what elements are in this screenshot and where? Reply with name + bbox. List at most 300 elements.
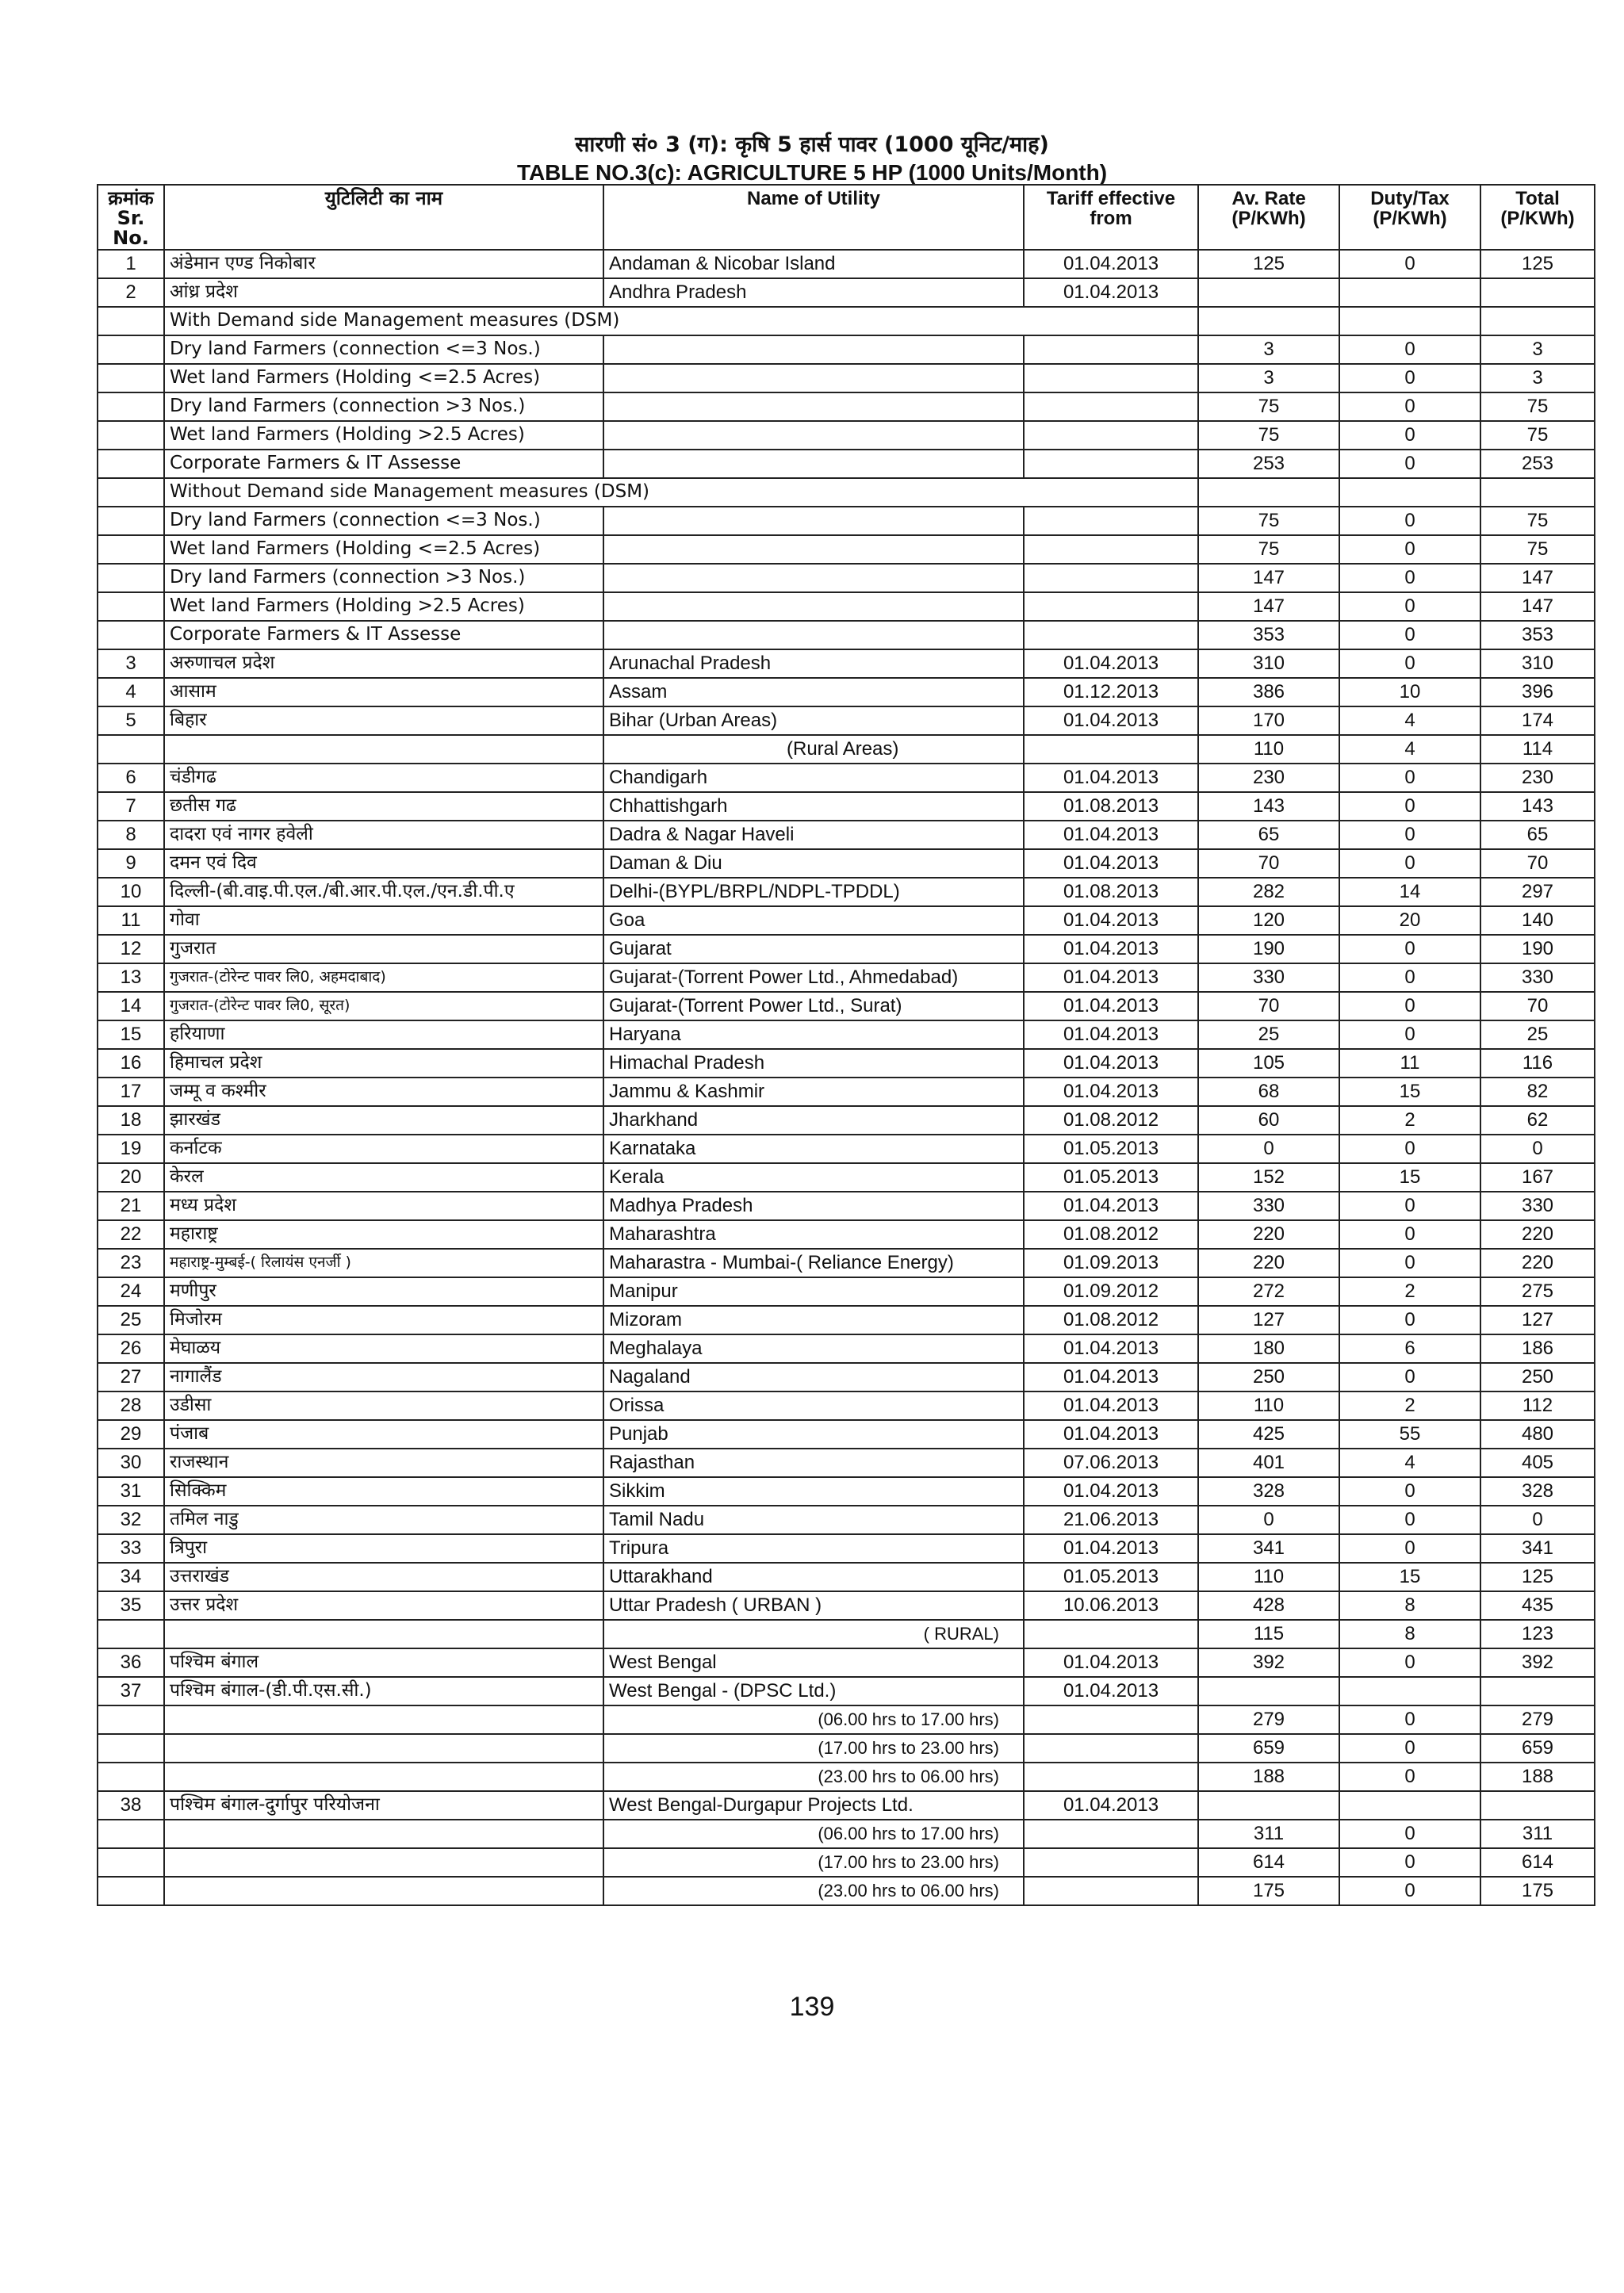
utility-name-hindi-cell: गुजरात-(टोरेन्ट पावर लि0, सूरत) [164, 992, 603, 1020]
table-row [98, 478, 1595, 507]
duty-tax-cell: 0 [1339, 1192, 1480, 1220]
sr-no-cell [98, 335, 164, 364]
table-row [98, 678, 1595, 706]
utility-name-hindi-cell [164, 735, 603, 764]
sr-no-cell: 23 [98, 1249, 164, 1277]
total-cell: 0 [1480, 1506, 1595, 1534]
av-rate-cell: 282 [1198, 878, 1339, 906]
utility-name-english-cell [603, 421, 1024, 450]
header-utility-hindi: युटिलिटी का नाम [164, 185, 603, 250]
total-cell: 341 [1480, 1534, 1595, 1563]
tariff-date-cell: 01.08.2012 [1024, 1220, 1198, 1249]
utility-name-hindi-cell: जम्मू व कश्मीर [164, 1078, 603, 1106]
av-rate-cell: 0 [1198, 1135, 1339, 1163]
utility-name-hindi-cell: दमन एवं दिव [164, 849, 603, 878]
utility-name-hindi-cell: नागालैंड [164, 1363, 603, 1391]
av-rate-cell: 330 [1198, 1192, 1339, 1220]
av-rate-cell: 0 [1198, 1506, 1339, 1534]
utility-name-hindi-cell: गोवा [164, 906, 603, 935]
sr-no-cell: 12 [98, 935, 164, 963]
av-rate-cell: 75 [1198, 535, 1339, 564]
sr-no-cell: 25 [98, 1306, 164, 1334]
av-rate-cell [1198, 478, 1339, 507]
utility-name-english-cell: Orissa [603, 1391, 1024, 1420]
duty-tax-cell: 11 [1339, 1049, 1480, 1078]
utility-name-hindi-cell [164, 1820, 603, 1848]
utility-name-english-cell [603, 507, 1024, 535]
duty-tax-cell: 0 [1339, 1648, 1480, 1677]
total-cell: 116 [1480, 1049, 1595, 1078]
total-cell: 396 [1480, 678, 1595, 706]
utility-name-hindi-cell: कर्नाटक [164, 1135, 603, 1163]
av-rate-cell: 310 [1198, 649, 1339, 678]
utility-name-hindi-cell: Dry land Farmers (connection >3 Nos.) [164, 564, 603, 592]
av-rate-cell: 115 [1198, 1620, 1339, 1648]
tariff-date-cell: 01.08.2012 [1024, 1306, 1198, 1334]
tariff-date-cell [1024, 1848, 1198, 1877]
total-cell [1480, 307, 1595, 335]
header-sr-hindi: क्रमांक [108, 187, 154, 209]
total-cell: 70 [1480, 849, 1595, 878]
total-cell: 392 [1480, 1648, 1595, 1677]
total-cell: 353 [1480, 621, 1595, 649]
table-row [98, 307, 1595, 335]
duty-tax-cell: 0 [1339, 1020, 1480, 1049]
table-row [98, 706, 1595, 735]
tariff-date-cell: 01.04.2013 [1024, 1020, 1198, 1049]
total-cell: 127 [1480, 1306, 1595, 1334]
duty-tax-cell: 0 [1339, 592, 1480, 621]
utility-name-hindi-cell: उत्तर प्रदेश [164, 1591, 603, 1620]
table-row [98, 507, 1595, 535]
sr-no-cell: 15 [98, 1020, 164, 1049]
sr-no-cell [98, 592, 164, 621]
av-rate-cell: 614 [1198, 1848, 1339, 1877]
tariff-date-cell [1024, 1877, 1198, 1905]
utility-name-hindi-cell: पश्चिम बंगाल-(डी.पी.एस.सी.) [164, 1677, 603, 1705]
total-cell: 75 [1480, 421, 1595, 450]
utility-name-english-cell: Gujarat-(Torrent Power Ltd., Ahmedabad) [603, 963, 1024, 992]
duty-tax-cell: 0 [1339, 1477, 1480, 1506]
duty-tax-cell: 0 [1339, 1877, 1480, 1905]
total-cell [1480, 1791, 1595, 1820]
total-cell: 123 [1480, 1620, 1595, 1648]
table-row [98, 1591, 1595, 1620]
header-sr-no [98, 185, 164, 250]
tariff-date-cell [1024, 364, 1198, 392]
tariff-date-cell: 01.08.2012 [1024, 1106, 1198, 1135]
av-rate-cell: 75 [1198, 392, 1339, 421]
table-row [98, 906, 1595, 935]
sr-no-cell: 18 [98, 1106, 164, 1135]
utility-name-english-cell: Andhra Pradesh [603, 278, 1024, 307]
duty-tax-cell: 0 [1339, 1135, 1480, 1163]
sr-no-cell: 6 [98, 764, 164, 792]
utility-name-english-cell: Chhattishgarh [603, 792, 1024, 821]
utility-name-english-cell: Assam [603, 678, 1024, 706]
header-av-rate: Av. Rate (P/KWh) [1198, 185, 1339, 250]
duty-tax-cell: 4 [1339, 1449, 1480, 1477]
table-row [98, 1106, 1595, 1135]
total-cell: 250 [1480, 1363, 1595, 1391]
utility-name-english-cell [603, 621, 1024, 649]
table-row [98, 1648, 1595, 1677]
table-row [98, 963, 1595, 992]
sr-no-cell: 28 [98, 1391, 164, 1420]
duty-tax-cell: 0 [1339, 364, 1480, 392]
av-rate-cell: 341 [1198, 1534, 1339, 1563]
av-rate-cell: 110 [1198, 735, 1339, 764]
total-cell: 125 [1480, 250, 1595, 278]
tariff-date-cell [1024, 1705, 1198, 1734]
tariff-date-cell: 01.04.2013 [1024, 1334, 1198, 1363]
sr-no-cell [98, 450, 164, 478]
utility-name-english-cell: Arunachal Pradesh [603, 649, 1024, 678]
sr-no-cell [98, 421, 164, 450]
table-row [98, 1563, 1595, 1591]
tariff-date-cell: 01.05.2013 [1024, 1135, 1198, 1163]
table-row [98, 1734, 1595, 1763]
utility-name-hindi-cell: पश्चिम बंगाल-दुर्गापुर परियोजना [164, 1791, 603, 1820]
duty-tax-cell: 15 [1339, 1563, 1480, 1591]
total-cell: 65 [1480, 821, 1595, 849]
sr-no-cell [98, 1848, 164, 1877]
section-label-cell: Without Demand side Management measures (DSM) [164, 478, 1198, 507]
utility-name-english-cell: (17.00 hrs to 23.00 hrs) [603, 1848, 1024, 1877]
sr-no-cell [98, 735, 164, 764]
av-rate-cell: 3 [1198, 335, 1339, 364]
sr-no-cell [98, 535, 164, 564]
total-cell: 0 [1480, 1135, 1595, 1163]
utility-name-english-cell: (06.00 hrs to 17.00 hrs) [603, 1705, 1024, 1734]
tariff-date-cell: 01.04.2013 [1024, 706, 1198, 735]
sr-no-cell: 32 [98, 1506, 164, 1534]
tariff-date-cell [1024, 535, 1198, 564]
duty-tax-cell: 0 [1339, 792, 1480, 821]
sr-no-cell: 31 [98, 1477, 164, 1506]
tariff-date-cell: 01.04.2013 [1024, 1391, 1198, 1420]
table-row [98, 1192, 1595, 1220]
utility-name-hindi-cell: उडीसा [164, 1391, 603, 1420]
utility-name-english-cell: Bihar (Urban Areas) [603, 706, 1024, 735]
page-number: 139 [789, 1992, 835, 2022]
utility-name-english-cell: Punjab [603, 1420, 1024, 1449]
duty-tax-cell: 2 [1339, 1391, 1480, 1420]
tariff-date-cell: 01.04.2013 [1024, 821, 1198, 849]
av-rate-cell: 220 [1198, 1220, 1339, 1249]
sr-no-cell: 9 [98, 849, 164, 878]
table-row [98, 1506, 1595, 1534]
duty-tax-cell: 15 [1339, 1078, 1480, 1106]
table-body [98, 250, 1595, 1905]
sr-no-cell [98, 621, 164, 649]
av-rate-cell: 220 [1198, 1249, 1339, 1277]
total-cell: 188 [1480, 1763, 1595, 1791]
table-title-english: TABLE NO.3(c): AGRICULTURE 5 HP (1000 Units/Month) [516, 160, 1108, 185]
av-rate-cell: 75 [1198, 421, 1339, 450]
sr-no-cell [98, 1734, 164, 1763]
utility-name-english-cell [603, 450, 1024, 478]
av-rate-cell: 75 [1198, 507, 1339, 535]
table-row [98, 878, 1595, 906]
section-label-cell: With Demand side Management measures (DSM) [164, 307, 1198, 335]
total-cell: 279 [1480, 1705, 1595, 1734]
av-rate-cell: 386 [1198, 678, 1339, 706]
av-rate-cell: 143 [1198, 792, 1339, 821]
av-rate-cell: 60 [1198, 1106, 1339, 1135]
utility-name-english-cell: West Bengal-Durgapur Projects Ltd. [603, 1791, 1024, 1820]
table-row [98, 1391, 1595, 1420]
av-rate-cell: 152 [1198, 1163, 1339, 1192]
table-row [98, 1049, 1595, 1078]
tariff-date-cell: 01.08.2013 [1024, 792, 1198, 821]
sr-no-cell: 27 [98, 1363, 164, 1391]
utility-name-hindi-cell [164, 1705, 603, 1734]
sr-no-cell [98, 392, 164, 421]
duty-tax-cell: 2 [1339, 1106, 1480, 1135]
utility-name-english-cell: Andaman & Nicobar Island [603, 250, 1024, 278]
table-row [98, 592, 1595, 621]
table-row [98, 1705, 1595, 1734]
av-rate-cell: 190 [1198, 935, 1339, 963]
av-rate-cell: 425 [1198, 1420, 1339, 1449]
total-cell: 405 [1480, 1449, 1595, 1477]
tariff-date-cell [1024, 450, 1198, 478]
utility-name-english-cell: Sikkim [603, 1477, 1024, 1506]
sr-no-cell [98, 1820, 164, 1848]
utility-name-english-cell: Daman & Diu [603, 849, 1024, 878]
utility-name-hindi-cell: अंडेमान एण्ड निकोबार [164, 250, 603, 278]
sr-no-cell: 19 [98, 1135, 164, 1163]
av-rate-cell: 279 [1198, 1705, 1339, 1734]
duty-tax-cell: 0 [1339, 1249, 1480, 1277]
av-rate-cell: 147 [1198, 564, 1339, 592]
utility-name-english-cell: Goa [603, 906, 1024, 935]
sr-no-cell: 34 [98, 1563, 164, 1591]
tariff-date-cell: 01.04.2013 [1024, 1791, 1198, 1820]
av-rate-cell: 110 [1198, 1391, 1339, 1420]
total-cell: 140 [1480, 906, 1595, 935]
utility-name-hindi-cell: तमिल नाडु [164, 1506, 603, 1534]
utility-name-hindi-cell: मध्य प्रदेश [164, 1192, 603, 1220]
table-row [98, 1820, 1595, 1848]
sr-no-cell: 20 [98, 1163, 164, 1192]
av-rate-cell [1198, 1791, 1339, 1820]
tariff-date-cell: 01.04.2013 [1024, 1363, 1198, 1391]
utility-name-hindi-cell: सिक्किम [164, 1477, 603, 1506]
table-row [98, 335, 1595, 364]
tariff-date-cell [1024, 421, 1198, 450]
utility-name-hindi-cell: Dry land Farmers (connection <=3 Nos.) [164, 507, 603, 535]
utility-name-english-cell: (17.00 hrs to 23.00 hrs) [603, 1734, 1024, 1763]
utility-name-hindi-cell: दिल्ली-(बी.वाइ.पी.एल./बी.आर.पी.एल./एन.डी.पी.ए [164, 878, 603, 906]
utility-name-hindi-cell: आसाम [164, 678, 603, 706]
duty-tax-cell: 0 [1339, 1534, 1480, 1563]
table-row [98, 821, 1595, 849]
utility-name-hindi-cell: Wet land Farmers (Holding >2.5 Acres) [164, 592, 603, 621]
sr-no-cell: 24 [98, 1277, 164, 1306]
utility-name-english-cell: Delhi-(BYPL/BRPL/NDPL-TPDDL) [603, 878, 1024, 906]
tariff-date-cell: 01.04.2013 [1024, 935, 1198, 963]
sr-no-cell: 4 [98, 678, 164, 706]
utility-name-english-cell: Rajasthan [603, 1449, 1024, 1477]
total-cell: 25 [1480, 1020, 1595, 1049]
utility-name-hindi-cell: मिजोरम [164, 1306, 603, 1334]
av-rate-cell: 250 [1198, 1363, 1339, 1391]
total-cell: 230 [1480, 764, 1595, 792]
table-row [98, 1848, 1595, 1877]
total-cell: 75 [1480, 535, 1595, 564]
duty-tax-cell: 0 [1339, 1848, 1480, 1877]
tariff-date-cell [1024, 1763, 1198, 1791]
utility-name-english-cell: Gujarat [603, 935, 1024, 963]
duty-tax-cell: 0 [1339, 821, 1480, 849]
total-cell: 75 [1480, 507, 1595, 535]
duty-tax-cell: 0 [1339, 392, 1480, 421]
table-row [98, 1334, 1595, 1363]
tariff-date-cell: 01.09.2013 [1024, 1249, 1198, 1277]
sr-no-cell: 5 [98, 706, 164, 735]
sr-no-cell: 8 [98, 821, 164, 849]
utility-name-english-cell: Karnataka [603, 1135, 1024, 1163]
av-rate-cell: 175 [1198, 1877, 1339, 1905]
utility-name-english-cell: West Bengal - (DPSC Ltd.) [603, 1677, 1024, 1705]
total-cell: 174 [1480, 706, 1595, 735]
sr-no-cell [98, 1763, 164, 1791]
table-row [98, 849, 1595, 878]
av-rate-cell: 65 [1198, 821, 1339, 849]
tariff-date-cell: 01.04.2013 [1024, 1677, 1198, 1705]
sr-no-cell [98, 1877, 164, 1905]
av-rate-cell: 120 [1198, 906, 1339, 935]
utility-name-hindi-cell: अरुणाचल प्रदेश [164, 649, 603, 678]
duty-tax-cell: 0 [1339, 1820, 1480, 1848]
total-cell: 297 [1480, 878, 1595, 906]
table-row [98, 564, 1595, 592]
utility-name-hindi-cell: बिहार [164, 706, 603, 735]
sr-no-cell: 2 [98, 278, 164, 307]
total-cell: 3 [1480, 364, 1595, 392]
utility-name-english-cell: Meghalaya [603, 1334, 1024, 1363]
total-cell: 480 [1480, 1420, 1595, 1449]
total-cell: 253 [1480, 450, 1595, 478]
duty-tax-cell: 0 [1339, 1220, 1480, 1249]
table-row [98, 250, 1595, 278]
utility-name-english-cell: Mizoram [603, 1306, 1024, 1334]
duty-tax-cell: 0 [1339, 1363, 1480, 1391]
utility-name-english-cell: Jharkhand [603, 1106, 1024, 1135]
utility-name-hindi-cell: Wet land Farmers (Holding <=2.5 Acres) [164, 364, 603, 392]
duty-tax-cell [1339, 307, 1480, 335]
utility-name-english-cell [603, 592, 1024, 621]
duty-tax-cell: 0 [1339, 849, 1480, 878]
utility-name-english-cell: Tripura [603, 1534, 1024, 1563]
table-row [98, 1220, 1595, 1249]
duty-tax-cell: 14 [1339, 878, 1480, 906]
duty-tax-cell: 15 [1339, 1163, 1480, 1192]
duty-tax-cell: 6 [1339, 1334, 1480, 1363]
sr-no-cell: 14 [98, 992, 164, 1020]
utility-name-hindi-cell: छतीस गढ [164, 792, 603, 821]
duty-tax-cell: 0 [1339, 1734, 1480, 1763]
utility-name-hindi-cell: गुजरात [164, 935, 603, 963]
total-cell: 614 [1480, 1848, 1595, 1877]
utility-name-hindi-cell: मणीपुर [164, 1277, 603, 1306]
duty-tax-cell: 4 [1339, 706, 1480, 735]
duty-tax-cell: 0 [1339, 507, 1480, 535]
duty-tax-cell [1339, 478, 1480, 507]
sr-no-cell: 36 [98, 1648, 164, 1677]
table-row [98, 278, 1595, 307]
table-row [98, 1135, 1595, 1163]
table-header [98, 185, 1595, 250]
table-row [98, 649, 1595, 678]
sr-no-cell [98, 364, 164, 392]
utility-name-hindi-cell: पश्चिम बंगाल [164, 1648, 603, 1677]
av-rate-cell: 70 [1198, 849, 1339, 878]
utility-name-hindi-cell [164, 1763, 603, 1791]
table-row [98, 1020, 1595, 1049]
utility-name-hindi-cell [164, 1734, 603, 1763]
total-cell [1480, 1677, 1595, 1705]
sr-no-cell: 10 [98, 878, 164, 906]
av-rate-cell: 25 [1198, 1020, 1339, 1049]
utility-name-english-cell: Tamil Nadu [603, 1506, 1024, 1534]
av-rate-cell [1198, 1677, 1339, 1705]
sr-no-cell: 21 [98, 1192, 164, 1220]
tariff-date-cell [1024, 592, 1198, 621]
total-cell: 175 [1480, 1877, 1595, 1905]
duty-tax-cell: 2 [1339, 1277, 1480, 1306]
duty-tax-cell: 4 [1339, 735, 1480, 764]
tariff-date-cell [1024, 621, 1198, 649]
utility-name-english-cell: Uttarakhand [603, 1563, 1024, 1591]
utility-name-hindi-cell: दादरा एवं नागर हवेली [164, 821, 603, 849]
tariff-date-cell: 01.04.2013 [1024, 1078, 1198, 1106]
total-cell: 147 [1480, 592, 1595, 621]
table-row [98, 1534, 1595, 1563]
table-row [98, 421, 1595, 450]
sr-no-cell: 30 [98, 1449, 164, 1477]
utility-name-english-cell: Jammu & Kashmir [603, 1078, 1024, 1106]
tariff-date-cell: 01.04.2013 [1024, 849, 1198, 878]
av-rate-cell: 3 [1198, 364, 1339, 392]
utility-name-hindi-cell: उत्तराखंड [164, 1563, 603, 1591]
utility-name-english-cell: Manipur [603, 1277, 1024, 1306]
total-cell: 328 [1480, 1477, 1595, 1506]
duty-tax-cell: 0 [1339, 963, 1480, 992]
utility-name-hindi-cell: Corporate Farmers & IT Assesse [164, 450, 603, 478]
duty-tax-cell: 0 [1339, 992, 1480, 1020]
table-title-hindi: सारणी सं० 3 (ग): कृषि 5 हार्स पावर (1000 यूनिट/माह) [575, 132, 1049, 157]
sr-no-cell [98, 1620, 164, 1648]
av-rate-cell: 253 [1198, 450, 1339, 478]
utility-name-english-cell: Maharashtra [603, 1220, 1024, 1249]
duty-tax-cell: 0 [1339, 421, 1480, 450]
utility-name-hindi-cell: Dry land Farmers (connection >3 Nos.) [164, 392, 603, 421]
utility-name-hindi-cell [164, 1877, 603, 1905]
duty-tax-cell: 0 [1339, 1705, 1480, 1734]
utility-name-hindi-cell: राजस्थान [164, 1449, 603, 1477]
duty-tax-cell: 0 [1339, 649, 1480, 678]
sr-no-cell: 35 [98, 1591, 164, 1620]
duty-tax-cell: 8 [1339, 1620, 1480, 1648]
total-cell: 114 [1480, 735, 1595, 764]
sr-no-cell: 37 [98, 1677, 164, 1705]
sr-no-cell [98, 564, 164, 592]
duty-tax-cell: 0 [1339, 1506, 1480, 1534]
sr-no-cell: 29 [98, 1420, 164, 1449]
